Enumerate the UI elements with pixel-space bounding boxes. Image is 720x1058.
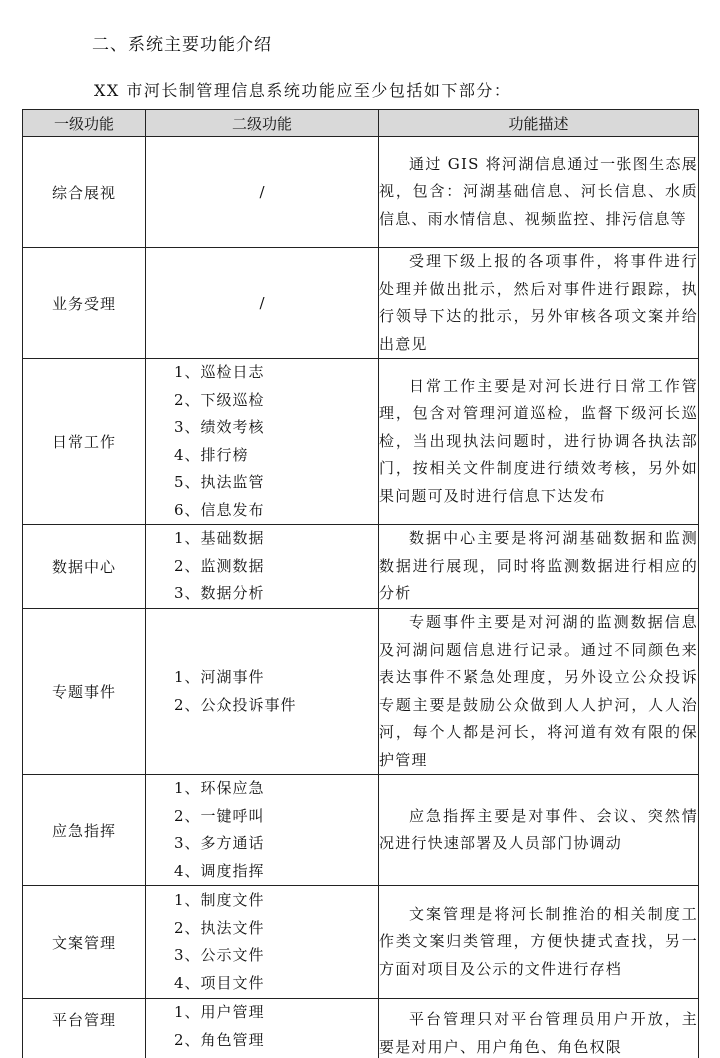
description-cell [379,775,699,886]
level2-cell [146,609,379,775]
table-row [23,775,699,886]
level1-cell: 专题事件 [23,609,146,775]
level2-cell [146,886,379,999]
table-row [23,248,699,359]
table-row [23,999,699,1058]
description-cell [379,359,699,525]
level2-cell [146,359,379,525]
list-item: 2、公众投诉事件 [174,695,297,714]
description-text: 受理下级上报的各项事件，将事件进行处理并做出批示，然后对事件进行跟踪，执行领导下达的批示，另外审核各项文案并给出意见 [379,252,698,353]
level1-cell: 数据中心 [23,525,146,609]
table-row [23,525,699,609]
description-cell [379,886,699,999]
description-cell [379,525,699,609]
list-item: 1、河湖事件 [174,668,265,686]
description-text: 平台管理只对平台管理员用户开放，主要是对用户、用户角色、角色权限 [379,1010,698,1056]
list-item: 4、调度指挥 [174,861,265,880]
level1-cell: 日常工作 [23,359,146,525]
list-item: 1、基础数据 [174,529,265,548]
list-item: 3、数据分析 [174,584,265,603]
list-item: 1、环保应急 [174,779,265,797]
description-text: 文案管理是将河长制推治的相关制度工作类文案归类管理，方便快捷式查找，另一方面对项目及公示的文件进行存档 [379,904,698,978]
description-text: 通过 GIS 将河湖信息通过一张图生态展视，包含：河湖基础信息、河长信息、水质信息、雨水情信息、视频监控、排污信息等 [379,154,698,228]
list-item: 4、排行榜 [174,445,249,464]
list-item: 2、角色管理 [174,1030,265,1049]
section-heading: 二、系统主要功能介绍 [92,35,272,55]
header-level1: 一级功能 [23,110,146,137]
level2-list [146,525,378,608]
intro-text: XX 市河长制管理信息系统功能应至少包括如下部分： [94,81,512,100]
level2-cell [146,999,379,1058]
description-text: 应急指挥主要是对事件、会议、突然情况进行快速部署及人员部门协调动 [379,806,698,852]
list-item: 2、执法文件 [174,918,265,937]
table-row [23,609,699,775]
description-cell [379,999,699,1058]
list-item: 3、公示文件 [174,946,265,964]
level1-cell: 平台管理 [23,999,146,1058]
list-item: 5、执法监管 [174,473,265,491]
level1-cell: 业务受理 [23,248,146,359]
description-cell [379,609,699,775]
level1-cell: 综合展视 [23,137,146,248]
level2-list [146,775,378,885]
level2-list [146,999,378,1054]
level1-cell: 应急指挥 [23,775,146,886]
header-level2: 二级功能 [146,110,379,137]
list-item: 3、多方通话 [174,834,265,852]
level2-cell [146,525,379,609]
level2-cell: / [146,137,379,248]
list-item: 4、项目文件 [174,973,265,992]
description-cell [379,248,699,359]
level1-cell: 文案管理 [23,886,146,999]
list-item: 2、下级巡检 [174,390,265,409]
list-item: 3、绩效考核 [174,418,265,436]
list-item: 2、监测数据 [174,556,265,575]
list-item: 2、一键呼叫 [174,806,265,825]
table-header-row [23,110,699,137]
description-text: 日常工作主要是对河长进行日常工作管理，包含对管理河道巡检，监督下级河长巡检，当出现执法问题时，进行协调各执法部门，按相关文件制度进行绩效考核，另外如果问题可及时进行信息下达发布 [379,376,698,505]
description-text: 数据中心主要是将河湖基础数据和监测数据进行展现，同时将监测数据进行相应的分析 [379,529,698,603]
level2-list [146,887,378,997]
level2-cell [146,775,379,886]
table-row [23,137,699,248]
list-item: 6、信息发布 [174,500,265,519]
list-item: 1、巡检日志 [174,363,265,381]
header-description: 功能描述 [379,110,699,137]
table-row [23,359,699,525]
level2-cell: / [146,248,379,359]
level2-list [146,664,378,719]
list-item: 1、用户管理 [174,1003,265,1021]
table-row [23,886,699,999]
description-cell [379,137,699,248]
list-item: 1、制度文件 [174,891,265,909]
level2-list [146,359,378,524]
description-text: 专题事件主要是对河湖的监测数据信息及河湖问题信息进行记录。通过不同颜色来表达事件不紧急处理度，另外设立公众投诉专题主要是鼓励公众做到人人护河，人人治河，每个人都是河长，将河道有效有限的保护管理 [379,613,698,769]
function-table [22,109,699,1058]
